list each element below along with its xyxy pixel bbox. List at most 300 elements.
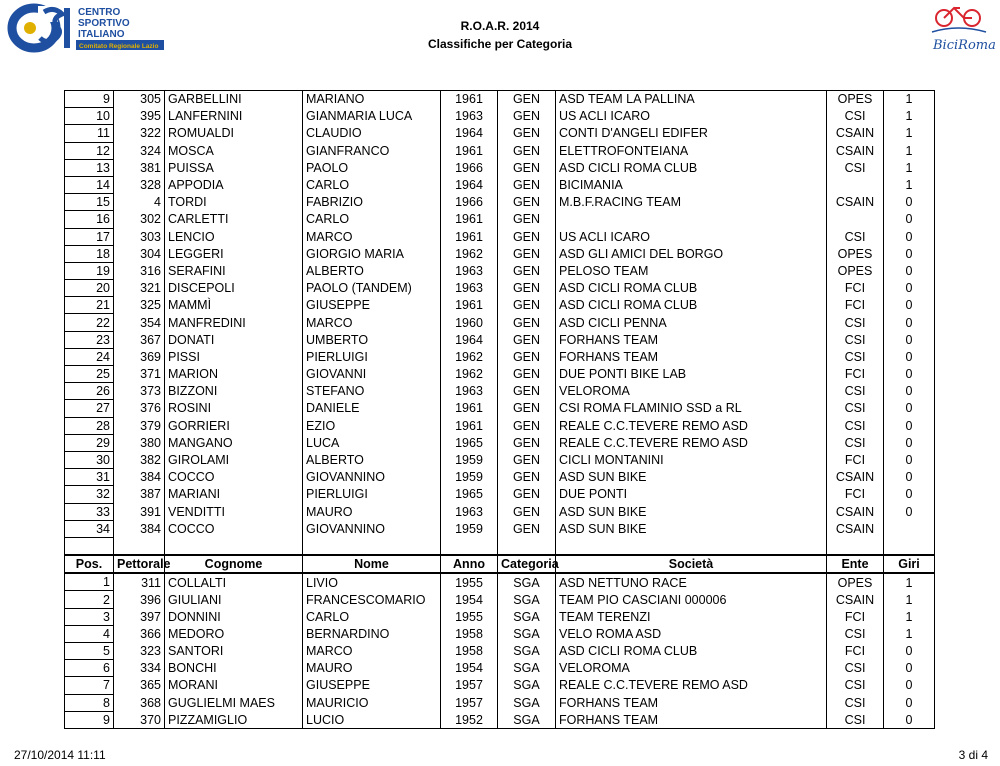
cell-categoria: GEN [498,314,556,331]
cell-cognome: MOSCA [165,142,303,159]
cell-categoria: GEN [498,297,556,314]
cell-giri: 0 [884,677,935,694]
cell-cognome: MANFREDINI [165,314,303,331]
cell-giri: 0 [884,366,935,383]
cell-pettorale: 373 [114,383,165,400]
cell-categoria: GEN [498,331,556,348]
cell-pos: 11 [65,125,114,142]
cell-societa: ASD CICLI PENNA [556,314,827,331]
col-header-anno: Anno [441,555,498,573]
cell-categoria: SGA [498,591,556,608]
cell-nome: MARCO [303,228,441,245]
cell-cognome: MANGANO [165,434,303,451]
logo-line-4: Comitato Regionale Lazio [79,43,159,50]
cell-nome: GIANMARIA LUCA [303,108,441,125]
cell-societa: US ACLI ICARO [556,228,827,245]
cell-giri: 0 [884,503,935,520]
cell-giri: 0 [884,194,935,211]
cell-ente: OPES [827,262,884,279]
cell-pos: 22 [65,314,114,331]
cell-categoria: GEN [498,176,556,193]
cell-ente: CSI [827,108,884,125]
cell-societa: PELOSO TEAM [556,262,827,279]
col-header-categoria: Categoria [498,555,556,573]
cell-giri: 0 [884,348,935,365]
table-row [65,228,935,245]
cell-pos: 26 [65,383,114,400]
cell-giri: 0 [884,694,935,711]
cell-ente: CSAIN [827,194,884,211]
table-row [65,262,935,279]
cell-societa: CSI ROMA FLAMINIO SSD a RL [556,400,827,417]
cell-ente [827,211,884,228]
cell-nome: GIOVANNINO [303,520,441,537]
cell-pettorale: 324 [114,142,165,159]
cell-ente: CSI [827,314,884,331]
cell-cognome: GARBELLINI [165,91,303,108]
cell-categoria: GEN [498,520,556,537]
table-row [65,608,935,625]
cell-pettorale: 311 [114,573,165,591]
cell-pettorale: 323 [114,643,165,660]
cell-pettorale: 391 [114,503,165,520]
cell-nome: GIUSEPPE [303,677,441,694]
cell-ente: CSI [827,417,884,434]
cell-giri: 0 [884,434,935,451]
cell-nome: LUCA [303,434,441,451]
cell-pos: 24 [65,348,114,365]
cell-cognome: PIZZAMIGLIO [165,711,303,728]
cell-pos: 21 [65,297,114,314]
cell-pos: 20 [65,280,114,297]
cell-ente: CSI [827,694,884,711]
cell-societa: ELETTROFONTEIANA [556,142,827,159]
cell-anno: 1965 [441,434,498,451]
cell-ente: FCI [827,451,884,468]
cell-pos: 25 [65,366,114,383]
cell-pettorale: 369 [114,348,165,365]
cell-categoria: GEN [498,194,556,211]
cell-nome: FRANCESCOMARIO [303,591,441,608]
cell-anno: 1964 [441,176,498,193]
cell-societa: ASD CICLI ROMA CLUB [556,643,827,660]
cell-categoria: GEN [498,245,556,262]
cell-pos: 31 [65,469,114,486]
cell-pos: 14 [65,176,114,193]
cell-pettorale: 4 [114,194,165,211]
cell-giri: 0 [884,711,935,728]
cell-nome: ALBERTO [303,451,441,468]
cell-societa: VELOROMA [556,383,827,400]
cell-giri: 1 [884,573,935,591]
cell-pos: 9 [65,711,114,728]
cell-pos: 34 [65,520,114,537]
cell-categoria: SGA [498,573,556,591]
page-number: 3 di 4 [958,748,988,762]
table-row [65,366,935,383]
page-subtitle: Classifiche per Categoria [427,37,573,51]
col-header-pettorale: Pettorale [114,555,165,573]
cell-nome: GIOVANNI [303,366,441,383]
cell-pettorale: 365 [114,677,165,694]
cell-nome: MAURO [303,503,441,520]
cell-nome: PAOLO (TANDEM) [303,280,441,297]
cell-nome: FABRIZIO [303,194,441,211]
cell-categoria: SGA [498,694,556,711]
cell-cognome: APPODIA [165,176,303,193]
cell-pettorale: 384 [114,469,165,486]
cell-cognome: DONNINI [165,608,303,625]
cell-pos: 10 [65,108,114,125]
cell-cognome: DISCEPOLI [165,280,303,297]
cell-anno: 1960 [441,314,498,331]
cell-cognome: GUGLIELMI MAES [165,694,303,711]
table-row [65,660,935,677]
table-row [65,159,935,176]
cell-nome: GIUSEPPE [303,297,441,314]
cell-categoria: GEN [498,91,556,108]
cell-ente: FCI [827,486,884,503]
cell-categoria: GEN [498,417,556,434]
table-row [65,434,935,451]
cell-pos: 23 [65,331,114,348]
cell-nome: GIOVANNINO [303,469,441,486]
cell-societa: ASD NETTUNO RACE [556,573,827,591]
cell-anno: 1958 [441,625,498,642]
cell-pettorale: 395 [114,108,165,125]
cell-societa: FORHANS TEAM [556,331,827,348]
table-row [65,520,935,537]
logo-line-3: ITALIANO [78,29,125,40]
cell-pos: 5 [65,643,114,660]
col-header-nome: Nome [303,555,441,573]
table-row [65,280,935,297]
cell-anno: 1961 [441,228,498,245]
cell-giri: 0 [884,314,935,331]
cell-pettorale: 367 [114,331,165,348]
cell-pos: 19 [65,262,114,279]
cell-pos: 15 [65,194,114,211]
table-row [65,469,935,486]
cell-ente: FCI [827,280,884,297]
cell-cognome: LENCIO [165,228,303,245]
cell-anno: 1966 [441,194,498,211]
cell-societa: VELOROMA [556,660,827,677]
cell-cognome: ROMUALDI [165,125,303,142]
print-datetime: 27/10/2014 11:11 [14,748,106,762]
table-row [65,486,935,503]
table-row [65,451,935,468]
cell-giri: 0 [884,660,935,677]
cell-ente: CSI [827,400,884,417]
cell-categoria: SGA [498,643,556,660]
cell-nome: STEFANO [303,383,441,400]
biciroma-logo-text: BiciRoma [933,38,996,53]
table-row [65,91,935,108]
cell-societa: US ACLI ICARO [556,108,827,125]
cell-pettorale: 396 [114,591,165,608]
cell-pettorale: 371 [114,366,165,383]
sga-category-rows [65,573,935,728]
cell-societa: DUE PONTI [556,486,827,503]
cell-ente: FCI [827,366,884,383]
cell-cognome: COCCO [165,469,303,486]
cell-pos: 30 [65,451,114,468]
cell-cognome: LANFERNINI [165,108,303,125]
cell-pettorale: 321 [114,280,165,297]
cell-ente: CSAIN [827,469,884,486]
cell-pettorale: 379 [114,417,165,434]
cell-ente: CSI [827,348,884,365]
cell-societa: FORHANS TEAM [556,348,827,365]
cell-pos: 9 [65,91,114,108]
cell-anno: 1961 [441,400,498,417]
table-row [65,125,935,142]
cell-categoria: GEN [498,400,556,417]
cell-pettorale: 381 [114,159,165,176]
cell-pettorale: 325 [114,297,165,314]
cell-pos: 7 [65,677,114,694]
cell-categoria: GEN [498,503,556,520]
cell-cognome: LEGGERI [165,245,303,262]
cell-societa: ASD CICLI ROMA CLUB [556,280,827,297]
cell-nome: UMBERTO [303,331,441,348]
cell-pettorale: 334 [114,660,165,677]
cell-ente: CSI [827,625,884,642]
cell-categoria: GEN [498,228,556,245]
cell-nome: ALBERTO [303,262,441,279]
table-row [65,503,935,520]
cell-nome: MARCO [303,314,441,331]
cell-societa: REALE C.C.TEVERE REMO ASD [556,434,827,451]
cell-nome: PAOLO [303,159,441,176]
cell-anno: 1964 [441,125,498,142]
cell-pettorale: 370 [114,711,165,728]
biciroma-logo [928,2,996,58]
cell-anno: 1958 [441,643,498,660]
cell-ente: FCI [827,608,884,625]
cell-societa: CICLI MONTANINI [556,451,827,468]
col-header-societa: Società [556,555,827,573]
cell-pos: 3 [65,608,114,625]
cell-societa: ASD TEAM LA PALLINA [556,91,827,108]
cell-nome: CARLO [303,211,441,228]
logo-line-1: CENTRO [78,7,121,18]
cell-categoria: SGA [498,608,556,625]
cell-anno: 1952 [441,711,498,728]
col-header-cognome: Cognome [165,555,303,573]
cell-societa: REALE C.C.TEVERE REMO ASD [556,417,827,434]
cell-pettorale: 328 [114,176,165,193]
cell-nome: GIANFRANCO [303,142,441,159]
cell-pos: 18 [65,245,114,262]
cell-anno: 1966 [441,159,498,176]
cell-anno: 1954 [441,660,498,677]
table-row [65,417,935,434]
cell-ente: CSI [827,159,884,176]
cell-ente: FCI [827,643,884,660]
cell-ente: CSAIN [827,142,884,159]
cell-cognome: MAMMÌ [165,297,303,314]
cell-anno: 1963 [441,503,498,520]
cell-giri: 0 [884,280,935,297]
cell-pettorale: 382 [114,451,165,468]
cell-categoria: SGA [498,625,556,642]
cell-cognome: BIZZONI [165,383,303,400]
cell-anno: 1959 [441,451,498,468]
cell-cognome: GIULIANI [165,591,303,608]
cell-anno: 1957 [441,677,498,694]
cell-ente: CSAIN [827,503,884,520]
cell-anno: 1963 [441,280,498,297]
cell-ente: CSI [827,228,884,245]
cell-ente: CSI [827,660,884,677]
cell-societa: ASD SUN BIKE [556,503,827,520]
cell-giri: 1 [884,142,935,159]
cell-giri: 1 [884,125,935,142]
cell-cognome: COCCO [165,520,303,537]
cell-pettorale: 397 [114,608,165,625]
cell-anno: 1962 [441,348,498,365]
cell-categoria: GEN [498,280,556,297]
cell-ente: OPES [827,573,884,591]
cell-giri: 1 [884,159,935,176]
cell-pos: 27 [65,400,114,417]
cell-cognome: MORANI [165,677,303,694]
cell-cognome: PISSI [165,348,303,365]
cell-pettorale: 322 [114,125,165,142]
cell-societa: ASD CICLI ROMA CLUB [556,297,827,314]
table-row [65,108,935,125]
cell-pettorale: 305 [114,91,165,108]
cell-pettorale: 366 [114,625,165,642]
table-row [65,142,935,159]
cell-categoria: SGA [498,677,556,694]
cell-categoria: GEN [498,366,556,383]
cell-societa: TEAM TERENZI [556,608,827,625]
logo-line-2: SPORTIVO [78,18,130,29]
col-header-giri: Giri [884,555,935,573]
cell-categoria: SGA [498,660,556,677]
cell-pos: 12 [65,142,114,159]
cell-pettorale: 302 [114,211,165,228]
cell-anno: 1959 [441,469,498,486]
cell-ente: CSAIN [827,591,884,608]
cell-cognome: MARION [165,366,303,383]
cell-societa: ASD SUN BIKE [556,469,827,486]
cell-pos: 4 [65,625,114,642]
cell-cognome: MEDORO [165,625,303,642]
cell-nome: CARLO [303,608,441,625]
cell-ente [827,176,884,193]
table-row [65,694,935,711]
cell-societa: REALE C.C.TEVERE REMO ASD [556,677,827,694]
cell-societa: CONTI D'ANGELI EDIFER [556,125,827,142]
cell-cognome: GORRIERI [165,417,303,434]
cell-anno: 1963 [441,262,498,279]
cell-categoria: GEN [498,348,556,365]
cell-societa: TEAM PIO CASCIANI 000006 [556,591,827,608]
col-header-ente: Ente [827,555,884,573]
cell-societa: DUE PONTI BIKE LAB [556,366,827,383]
cell-ente: FCI [827,297,884,314]
cell-giri: 0 [884,469,935,486]
cell-anno: 1959 [441,520,498,537]
cell-pettorale: 384 [114,520,165,537]
cell-giri: 0 [884,643,935,660]
cell-cognome: DONATI [165,331,303,348]
cell-nome: LIVIO [303,573,441,591]
cell-pettorale: 303 [114,228,165,245]
cell-categoria: GEN [498,159,556,176]
cell-giri: 1 [884,625,935,642]
spacer-row [65,537,935,555]
cell-cognome: MARIANI [165,486,303,503]
cell-ente: CSI [827,331,884,348]
table-row [65,400,935,417]
cell-cognome: BONCHI [165,660,303,677]
cell-cognome: PUISSA [165,159,303,176]
cell-giri [884,520,935,537]
cell-anno: 1961 [441,142,498,159]
table-row [65,194,935,211]
cell-pos: 6 [65,660,114,677]
table-row [65,711,935,728]
cell-nome: GIORGIO MARIA [303,245,441,262]
cell-nome: CARLO [303,176,441,193]
cell-giri: 0 [884,228,935,245]
cell-pettorale: 376 [114,400,165,417]
cell-ente: CSAIN [827,125,884,142]
cell-giri: 1 [884,108,935,125]
cell-pettorale: 380 [114,434,165,451]
cell-anno: 1961 [441,417,498,434]
cell-anno: 1955 [441,608,498,625]
cell-ente: CSI [827,383,884,400]
table-row [65,573,935,591]
cell-giri: 0 [884,486,935,503]
cell-categoria: GEN [498,125,556,142]
cell-societa: VELO ROMA ASD [556,625,827,642]
cell-ente: CSAIN [827,520,884,537]
cell-categoria: GEN [498,211,556,228]
cell-pos: 2 [65,591,114,608]
cell-pos: 1 [65,573,114,591]
cell-pos: 8 [65,694,114,711]
cell-anno: 1963 [441,108,498,125]
cell-cognome: SERAFINI [165,262,303,279]
cell-categoria: GEN [498,469,556,486]
cell-giri: 0 [884,262,935,279]
cell-categoria: GEN [498,383,556,400]
cell-ente: CSI [827,711,884,728]
cell-anno: 1962 [441,366,498,383]
cell-giri: 0 [884,211,935,228]
cell-giri: 1 [884,591,935,608]
cell-anno: 1961 [441,211,498,228]
cell-societa: ASD CICLI ROMA CLUB [556,159,827,176]
cell-ente: OPES [827,91,884,108]
cell-pettorale: 354 [114,314,165,331]
cell-pettorale: 304 [114,245,165,262]
cell-pos: 16 [65,211,114,228]
cell-giri: 1 [884,91,935,108]
table-row [65,314,935,331]
cell-societa: FORHANS TEAM [556,694,827,711]
table-row [65,297,935,314]
cell-anno: 1954 [441,591,498,608]
cell-pos: 17 [65,228,114,245]
